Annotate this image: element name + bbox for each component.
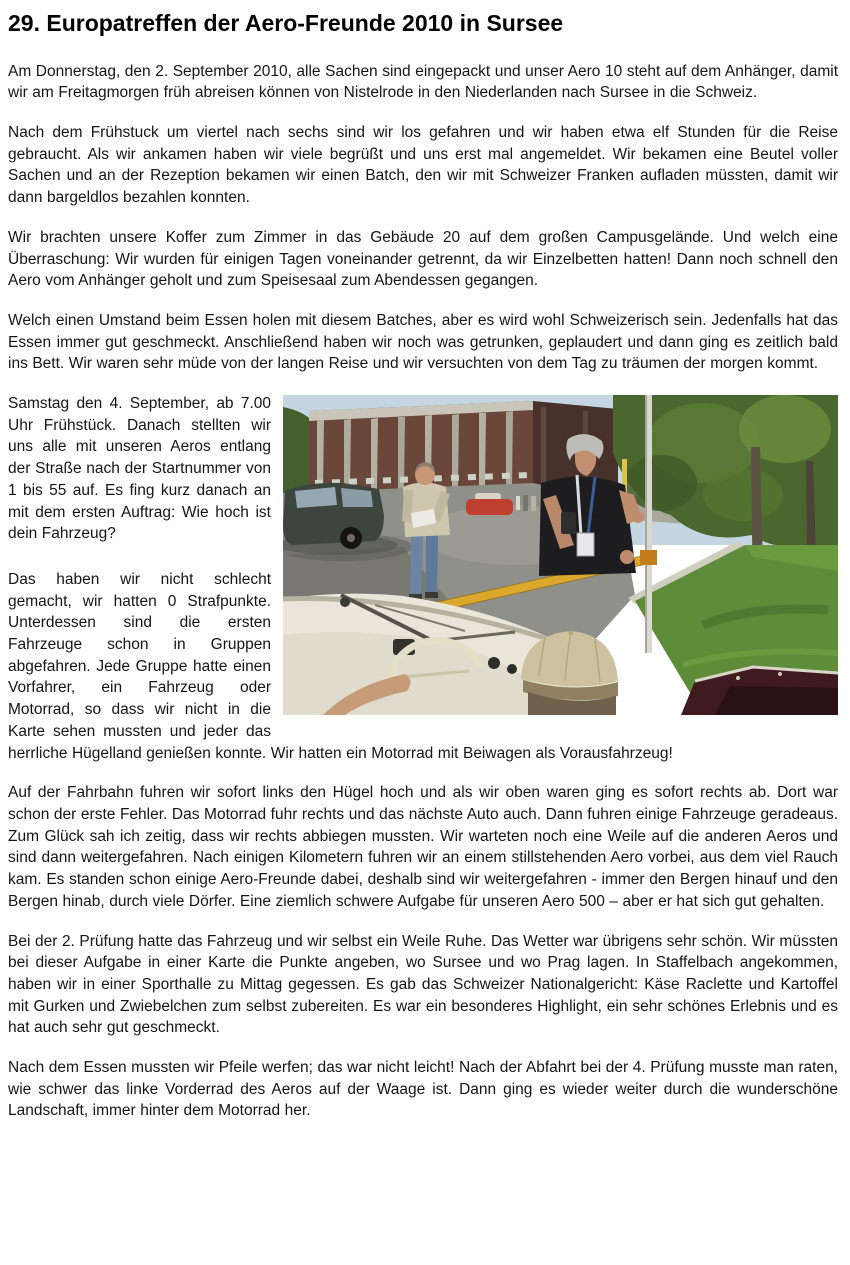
paragraph-strafpunkte: Das haben wir nicht schlecht gemacht, wir hatten 0 Strafpunkte. Unterdessen sind die ersten Fahrzeuge schon in Gruppen abgefahren. Jede Gruppe hatte einen Vorfahrer, ein Fahrzeug oder Motorrad, so dass wir nicht in die Karte sehen mussten und jeder das herrliche Hügelland genießen konnte. Wir hatten ein Motorrad mit Beiwagen als Vorausfahrzeug! <box>8 570 673 762</box>
photo-scene <box>283 395 838 715</box>
paragraph-samstag-start: Samstag den 4. September, ab 7.00 Uhr Frühstück. Danach stellten wir uns alle mit unseren Aeros entlang der Straße nach der Startnummer von 1 bis 55 auf. Es fing kurz danach an mit dem ersten Auftrag: Wie hoch ist dein Fahrzeug? <box>8 395 271 543</box>
page-title: 29. Europatreffen der Aero-Freunde 2010 in Sursee <box>8 10 564 36</box>
paragraph-zimmer: Wir brachten unsere Koffer zum Zimmer in das Gebäude 20 auf dem großen Campusgelände. Und welch eine Überraschung: Wir wurden für einigen Tagen voneinander getrennt, da wir Einzelbetten hatten! Dann noch schnell den Aero vom Anhänger geholt und zum Speisesaal zum Abendessen gegangen. <box>8 228 838 290</box>
paragraph-fahrbahn: Auf der Fahrbahn fuhren wir sofort links den Hügel hoch und als wir oben waren ging es sofort rechts ab. Dort war schon der erste Fehler. Das Motorrad fuhr rechts und das nächste Auto auch. Dann fuhren einige Fahrzeuge geradeaus. Zum Glück sah ich zeitig, dass wir rechts abbiegen mussten. Wir warteten noch eine Weile auf die anderen Aeros und sind dann weitergefahren. Nach einigen Kilometern fuhren wir an einem stillstehenden Aero vorbei, aus dem viel Rauch kam. Es standen schon einige Aero-Freunde dabei, deshalb sind wir weitergefahren - immer den Bergen hinauf und den Bergen hinab, durch viele Dörfer. Eine ziemlich schwere Aufgabe für unseren Aero 500 – aber er hat sich gut gehalten. <box>8 784 838 910</box>
paragraph-anreise: Am Donnerstag, den 2. September 2010, alle Sachen sind eingepackt und unser Aero 10 steht auf dem Anhänger, damit wir am Freitagmorgen früh abreisen können von Nistelrode in den Niederlanden nach Sursee in die Schweiz. <box>8 62 838 102</box>
article-photo <box>283 395 838 715</box>
paragraph-ankunft: Nach dem Frühstuck um viertel nach sechs sind wir los gefahren und wir haben etwa elf Stunden für die Reise gebraucht. Als wir ankamen haben wir viele begrüßt und uns erst mal angemeldet. Wir bekamen eine Beutel voller Sachen und an der Rezeption bekamen wir einen Batch, den wir mit Schweizer Franken aufladen müssten, damit wir dann bargeldlos bezahlen konnten. <box>8 124 838 207</box>
paragraph-pruefung: Bei der 2. Prüfung hatte das Fahrzeug und wir selbst ein Weile Ruhe. Das Wetter war übrigens sehr schön. Wir müssten bei dieser Aufgabe in einer Karte die Punkte angeben, wo Sursee und wo Prag lagen. In Staffelbach angekommen, haben wir in einer Sporthalle zu Mittag gegessen. Es gab das Schweizer Nationalgericht: Käse Raclette und Kartoffel mit Gurken und Zwiebelchen zum selbst zubereiten. Es war ein besonderes Highlight, ein sehr schönes Erlebnis und es hat auch sehr gut geschmeckt. <box>8 932 838 1037</box>
paragraph-pfeile: Nach dem Essen mussten wir Pfeile werfen; das war nicht leicht! Nach der Abfahrt bei der 4. Prüfung musste man raten, wie schwer das linke Vorderrad des Aeros auf der Waage ist. Dann ging es wieder weiter durch die wunderschöne Landschaft, immer hinter dem Motorrad her. <box>8 1059 838 1120</box>
paragraph-abendessen: Welch einen Umstand beim Essen holen mit diesem Batches, aber es wird wohl Schweizerisch sein. Jedenfalls hat das Essen immer gut geschmeckt. Anschließend haben wir noch was getrunken, geplaudert und dann ging es zeitlich bald ins Bett. Wir waren sehr müde von der langen Reise und wir versuchten von dem Tag zu träumen der morgen kommt. <box>8 311 838 373</box>
